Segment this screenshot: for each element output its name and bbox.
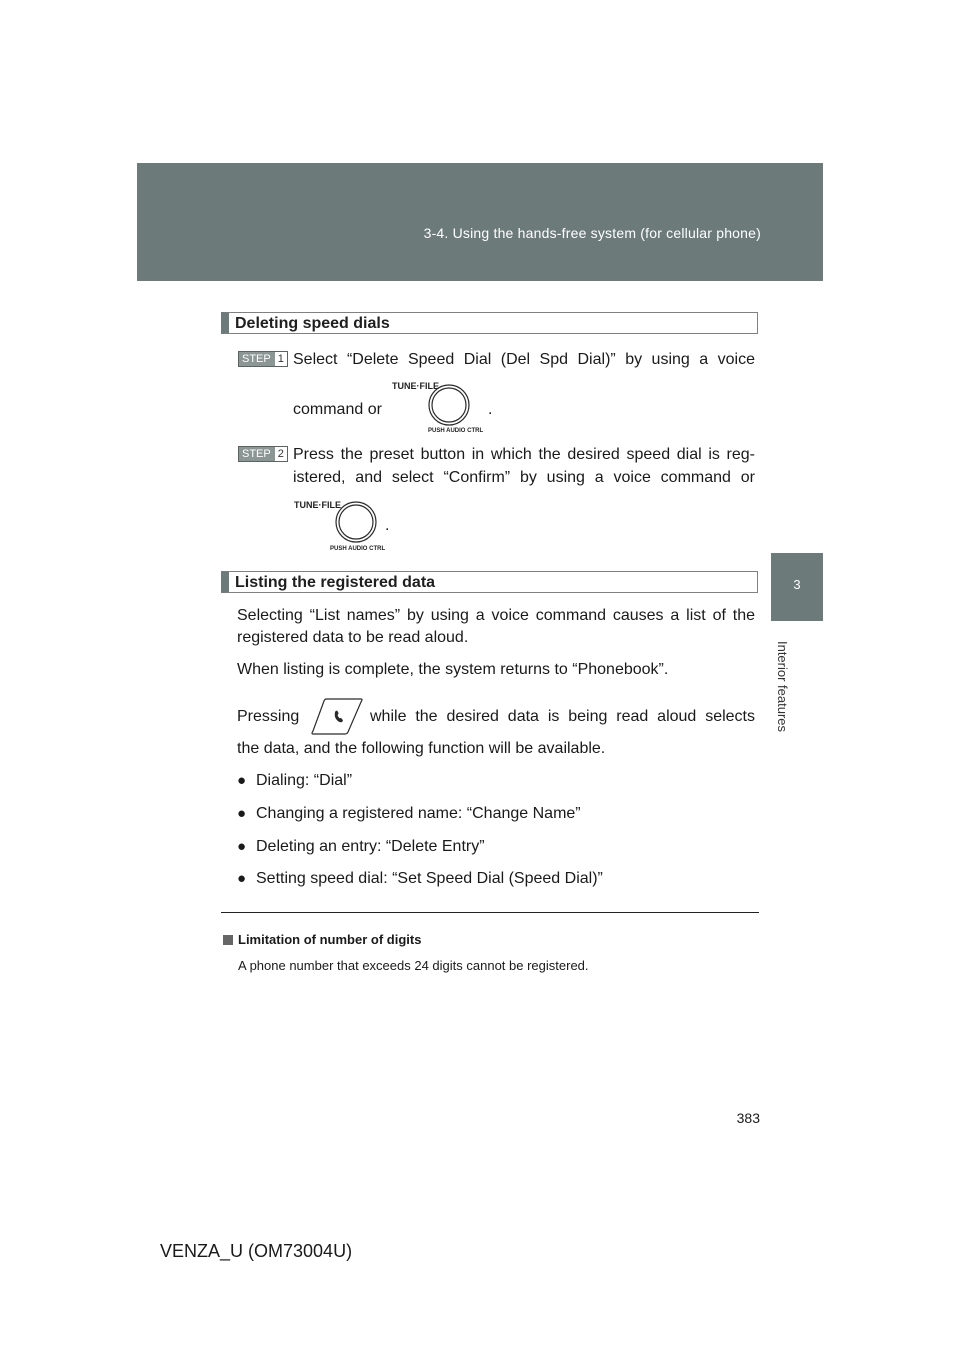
knob-top-label: TUNE·FILE: [294, 500, 341, 510]
chapter-label-text: Interior features: [775, 640, 791, 732]
step-1-badge: [238, 351, 288, 367]
bullet-text: Setting speed dial: “Set Speed Dial (Speed Dial)”: [256, 870, 603, 887]
tune-file-knob-icon: [294, 496, 389, 557]
talk-switch-icon: [310, 696, 364, 741]
square-bullet-icon: [223, 935, 233, 945]
step-1-line-2-end: .: [488, 401, 493, 418]
chapter-tab: [771, 553, 823, 621]
listing-para-2: When listing is complete, the system returns to “Phonebook”.: [237, 661, 669, 678]
step-2-line-3-end: .: [385, 517, 390, 534]
knob-bottom-label: PUSH AUDIO CTRL: [330, 546, 386, 552]
bullet-icon: ●: [237, 805, 247, 822]
step-2-line-1: Press the preset button in which the desired speed dial is reg-: [293, 446, 755, 463]
note-title: [223, 932, 421, 947]
step-2-line-2: istered, and select “Confirm” by using a voice command or: [293, 469, 755, 486]
bullet-icon: ●: [237, 838, 247, 855]
footer-code: VENZA_U (OM73004U): [160, 1241, 353, 1261]
section-title: 3-4. Using the hands-free system (for cellular phone): [423, 225, 761, 241]
step-number: 2: [275, 447, 287, 461]
bullet-icon: ●: [237, 772, 247, 789]
heading-text: Deleting speed dials: [235, 315, 390, 332]
note-title-text: Limitation of number of digits: [238, 932, 422, 947]
bullet-icon: ●: [237, 870, 247, 887]
bullet-text: Deleting an entry: “Delete Entry”: [256, 838, 485, 855]
section-heading-deleting: [221, 312, 758, 334]
step-word: STEP: [242, 448, 271, 460]
list-item: [237, 804, 581, 824]
heading-text: Listing the registered data: [235, 574, 436, 591]
note-divider: [221, 912, 759, 913]
knob-bottom-label: PUSH AUDIO CTRL: [428, 428, 484, 434]
section-heading-listing: [221, 571, 758, 593]
page-number: 383: [736, 1110, 760, 1126]
step-1-line-1: Select “Delete Speed Dial (Del Spd Dial)” by using a voice: [293, 351, 755, 368]
step-word: STEP: [242, 353, 271, 365]
listing-para-3-line-2: the data, and the following function will be available.: [237, 740, 606, 757]
step-1-line-2: command or: [293, 401, 382, 418]
list-item: [237, 771, 352, 791]
listing-para-3-after: while the desired data is being read aloud selects: [370, 708, 755, 725]
listing-para-1-line-1: Selecting “List names” by using a voice command causes a list of the: [237, 607, 755, 624]
tune-file-knob-icon: [392, 378, 487, 439]
list-item: [237, 869, 603, 889]
header-band: [137, 163, 823, 281]
step-number: 1: [275, 352, 287, 366]
bullet-text: Dialing: “Dial”: [256, 772, 353, 789]
chapter-number: 3: [793, 577, 801, 592]
step-2-badge: [238, 446, 288, 462]
list-item: [237, 837, 485, 857]
bullet-text: Changing a registered name: “Change Name”: [256, 805, 581, 822]
listing-para-3-before: Pressing: [237, 708, 300, 725]
knob-top-label: TUNE·FILE: [392, 381, 439, 391]
listing-para-1-line-2: registered data to be read aloud.: [237, 629, 469, 646]
note-body: A phone number that exceeds 24 digits cannot be registered.: [238, 958, 589, 973]
chapter-label: [768, 636, 798, 736]
